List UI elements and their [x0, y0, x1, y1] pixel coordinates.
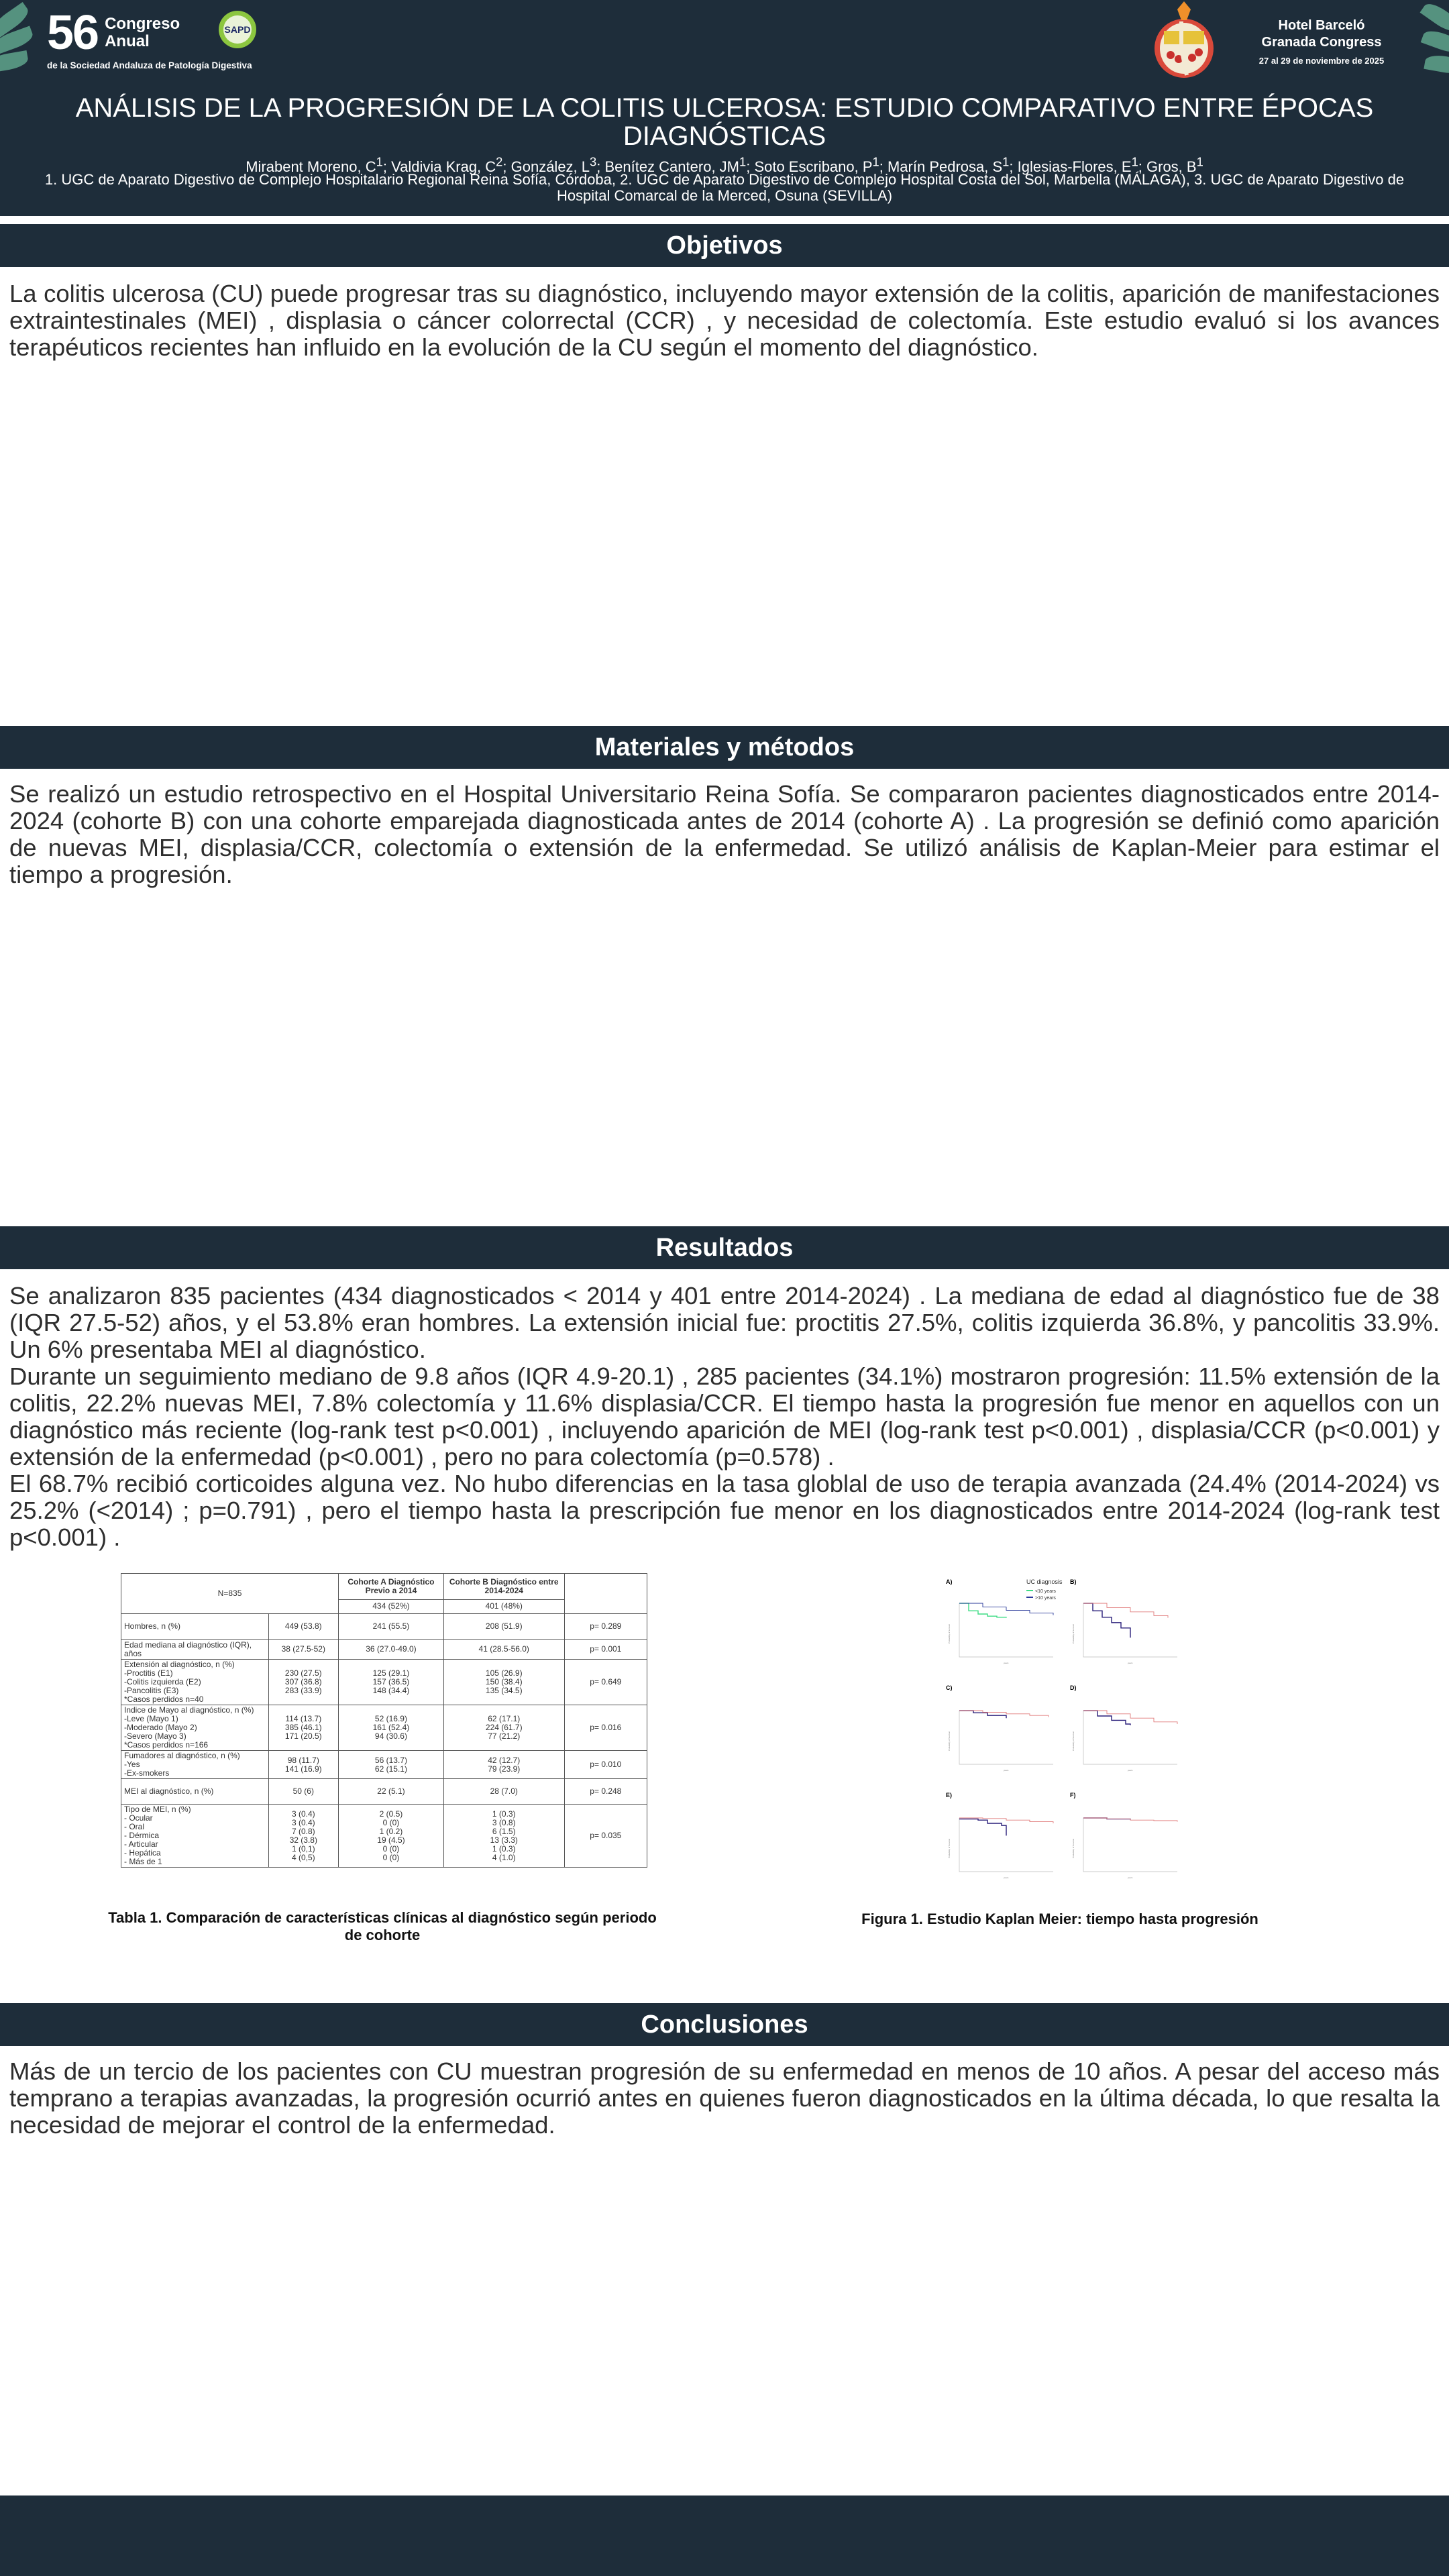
congress-dates: 27 al 29 de noviembre de 2025 [1258, 56, 1385, 66]
table-row [121, 1640, 647, 1660]
table-row [121, 1805, 647, 1868]
km-panel-label: C) [946, 1684, 953, 1691]
table-col-a: Cohorte A Diagnóstico Previo a 2014 [339, 1574, 444, 1600]
section-header-resultados: Resultados [0, 1226, 1449, 1269]
table-cell-label: Tipo de MEI, n (%) - Ocular - Oral - Dérmica - Articular - Hepática - Más de 1 [121, 1805, 269, 1868]
table-col-b-n: 401 (48%) [443, 1599, 564, 1613]
table-col-p [564, 1574, 647, 1614]
kaplan-meier-figure [939, 1573, 1187, 1902]
table-row [121, 1660, 647, 1705]
author: Benítez Cantero, $JM^1$; [604, 155, 755, 176]
leaf-decoration [0, 50, 30, 73]
table-cell-cohort-a: 56 (13.7) 62 (15.1) [339, 1751, 444, 1779]
author: Marín Pedrosa, $S^1$; [887, 155, 1018, 176]
km-ylabel: Probability of Survival [1072, 1624, 1075, 1644]
table-cell-cohort-b: 105 (26.9) 150 (38.4) 135 (34.5) [443, 1660, 564, 1705]
km-panel [946, 1792, 1053, 1879]
table-cell-cohort-b: 28 (7.0) [443, 1779, 564, 1805]
author: Soto Escribano, $P^1$; [754, 155, 888, 176]
figure-caption: Figura 1. Estudio Kaplan Meier: tiempo hasta progresión [861, 1911, 1258, 1927]
km-panel-label: A) [946, 1578, 953, 1585]
table-n-label: N=835 [121, 1574, 339, 1614]
table-cell-p: p= 0.010 [564, 1751, 647, 1779]
km-panel [946, 1684, 1053, 1772]
venue-line-2: Granada Congress [1261, 35, 1382, 50]
km-curve-gt10 [959, 1603, 1053, 1615]
resultados-paragraph: El 68.7% recibió corticoides alguna vez. No hubo diferencias en la tasa globlal de uso de terapia avanzada (24.4% (2014-2024) vs 25.2% (<2014) ; p=0.791) , pero el tiempo hasta la prescripción fue menor en los diagnosticados entre 2014-2024 (log-rank test p<0.001) . [9, 1470, 1440, 1551]
author: Valdivia Krag, $C^2$; [391, 155, 511, 176]
poster-footer [0, 2496, 1449, 2576]
leaf-decoration [1420, 0, 1449, 36]
km-axis [959, 1711, 1053, 1764]
section-header-metodos: Materiales y métodos [0, 726, 1449, 769]
granada-emblem-icon [1144, 1, 1224, 82]
km-ylabel: Probability of Survival [1072, 1731, 1075, 1751]
legend-gt10: >10 years [1035, 1596, 1056, 1601]
metodos-text: Se realizó un estudio retrospectivo en el Hospital Universitario Reina Sofía. Se compararon pacientes diagnosticados entre 2014-2024 (cohorte B) con una cohorte emparejada diagnosticada antes de 2014 (cohorte A) . La progresión se definió como aparición de nuevas MEI, displasia/CCR, colectomía o extensión de la enfermedad. Se utilizó análisis de Kaplan-Meier para estimar el tiempo a progresión. [9, 780, 1440, 888]
table-cell-cohort-a: 2 (0.5) 0 (0) 1 (0.2) 19 (4.5) 0 (0) 0 (0) [339, 1805, 444, 1868]
leaf-decoration [1424, 53, 1449, 76]
km-panel [1070, 1792, 1177, 1879]
legend-lt10: <10 years [1035, 1589, 1056, 1594]
table-cell-total: 50 (6) [268, 1779, 339, 1805]
table-cell-cohort-a: 22 (5.1) [339, 1779, 444, 1805]
km-panel-label: B) [1070, 1578, 1077, 1585]
table-cell-cohort-b: 41 (28.5-56.0) [443, 1640, 564, 1660]
km-ylabel: Probability of Survival [948, 1731, 951, 1751]
table-col-b: Cohorte B Diagnóstico entre 2014-2024 [443, 1574, 564, 1600]
km-panel [1070, 1684, 1177, 1772]
legend-title: UC diagnosis [1026, 1578, 1063, 1585]
author: González, $L^3$; [511, 155, 605, 176]
table-cell-cohort-a: 125 (29.1) 157 (36.5) 148 (34.4) [339, 1660, 444, 1705]
table-row [121, 1614, 647, 1640]
table-cell-total: 230 (27.5) 307 (36.8) 283 (33.9) [268, 1660, 339, 1705]
table-cell-cohort-a: 52 (16.9) 161 (52.4) 94 (30.6) [339, 1705, 444, 1751]
km-axis [1083, 1711, 1177, 1764]
venue-info [1244, 17, 1399, 66]
km-xlabel: years [1128, 1769, 1133, 1772]
author: Iglesias-Flores, $E^1$; [1017, 155, 1146, 176]
poster-header [0, 0, 1449, 216]
km-axis [1083, 1818, 1177, 1872]
table-cell-label: Edad mediana al diagnóstico (IQR), años [121, 1640, 269, 1660]
leaf-decoration [1421, 27, 1449, 56]
sapd-logo [219, 11, 256, 48]
km-panel-label: D) [1070, 1684, 1077, 1691]
table-cell-label: MEI al diagnóstico, n (%) [121, 1779, 269, 1805]
km-curve-gt10 [1083, 1818, 1177, 1822]
society-name: de la Sociedad Andaluza de Patología Digestiva [47, 60, 252, 70]
table-row [121, 1705, 647, 1751]
congress-number: 56 [47, 6, 99, 60]
section-header-objetivos: Objetivos [0, 224, 1449, 267]
table-cell-cohort-b: 42 (12.7) 79 (23.9) [443, 1751, 564, 1779]
venue-line-1: Hotel Barceló [1278, 18, 1365, 33]
km-xlabel: years [1004, 1662, 1009, 1664]
conclusiones-text: Más de un tercio de los pacientes con CU muestran progresión de su enfermedad en menos de 10 años. A pesar del acceso más temprano a terapias avanzadas, la progresión ocurrió antes en quienes fueron diagnosticados en la última década, lo que resalta la necesidad de mejorar el control de la enfermedad. [9, 2057, 1440, 2139]
table-cell-p: p= 0.289 [564, 1614, 647, 1640]
section-header-conclusiones: Conclusiones [0, 2003, 1449, 2046]
resultados-paragraph: Se analizaron 835 pacientes (434 diagnosticados < 2014 y 401 entre 2014-2024) . La mediana de edad al diagnóstico fue de 38 (IQR 27.5-52) años, y el 53.8% eran hombres. La extensión inicial fue: proctitis 27.5%, colitis izquierda 36.8%, y pancolitis 33.9%. Un 6% presentaba MEI al diagnóstico. [9, 1282, 1440, 1363]
poster-title: ANÁLISIS DE LA PROGRESIÓN DE LA COLITIS ULCEROSA: ESTUDIO COMPARATIVO ENTRE ÉPOCAS DIAGNÓSTICAS [75, 93, 1374, 151]
km-curve-lt10 [959, 1819, 1006, 1836]
table-cell-cohort-b: 62 (17.1) 224 (61.7) 77 (21.2) [443, 1705, 564, 1751]
congress-label-2: Anual [105, 32, 150, 50]
author: Mirabent Moreno, $C^1$; [246, 155, 392, 176]
km-xlabel: years [1004, 1876, 1009, 1879]
table-row [121, 1751, 647, 1779]
km-axis [959, 1603, 1053, 1657]
author: Gros, $B^1$ [1146, 155, 1203, 176]
table-cell-total: 114 (13.7) 385 (46.1) 171 (20.5) [268, 1705, 339, 1751]
km-curve-lt10 [1083, 1603, 1130, 1638]
km-xlabel: years [1128, 1662, 1133, 1664]
table-cell-cohort-b: 1 (0.3) 3 (0.8) 6 (1.5) 13 (3.3) 1 (0.3) 4 (1.0) [443, 1805, 564, 1868]
table-cell-label: Hombres, n (%) [121, 1614, 269, 1640]
table-cell-p: p= 0.001 [564, 1640, 647, 1660]
table-caption: Tabla 1. Comparación de características clínicas al diagnóstico según periodo de cohorte [108, 1909, 657, 1943]
km-ylabel: Probability of Survival [1072, 1839, 1075, 1858]
table-1 [121, 1573, 647, 1868]
table-cell-total: 3 (0.4) 3 (0.4) 7 (0.8) 32 (3.8) 1 (0,1) 4 (0,5) [268, 1805, 339, 1868]
table-cell-cohort-b: 208 (51.9) [443, 1614, 564, 1640]
resultados-paragraph: Durante un seguimiento mediano de 9.8 años (IQR 4.9-20.1) , 285 pacientes (34.1%) mostraron progresión: 11.5% extensión de la colitis, 22.2% nuevas MEI, 7.8% colectomía y 11.6% displasia/CCR. El tiempo hasta la progresión fue menor en aquellos con un diagnóstico más reciente (log-rank test p<0.001) , incluyendo aparición de MEI (log-rank test p<0.001) , displasia/CCR (p<0.001) y extensión de la enfermedad (p<0.001) , pero no para colectomía (p=0.578) . [9, 1362, 1440, 1470]
table-cell-p: p= 0.649 [564, 1660, 647, 1705]
table-cell-label: Extensión al diagnóstico, n (%) -Proctitis (E1) -Colitis izquierda (E2) -Pancolitis (E3) *Casos perdidos n=40 [121, 1660, 269, 1705]
table-cell-total: 98 (11.7) 141 (16.9) [268, 1751, 339, 1779]
objetivos-text: La colitis ulcerosa (CU) puede progresar tras su diagnóstico, incluyendo mayor extensión de la colitis, aparición de manifestaciones extraintestinales (MEI) , displasia o cáncer colorrectal (CCR) , y necesidad de colectomía. Este estudio evaluó si los avances terapéuticos recientes han influido en la evolución de la CU según el momento del diagnóstico. [9, 280, 1440, 361]
affiliations: 1. UGC de Aparato Digestivo de Complejo Hospitalario Regional Reina Sofía, Córdoba, 2. UGC de Aparato Digestivo de Complejo Hospital Costa del Sol, Marbella (MÁLAGA), 3. UGC de Aparato Digestivo de Hospital Comarcal de la Merced, Osuna (SEVILLA) [44, 171, 1405, 204]
table-cell-p: p= 0.248 [564, 1779, 647, 1805]
table-col-a-n: 434 (52%) [339, 1599, 444, 1613]
km-legend [1026, 1578, 1063, 1601]
table-cell-cohort-a: 36 (27.0-49.0) [339, 1640, 444, 1660]
table-row [121, 1779, 647, 1805]
table-cell-total: 449 (53.8) [268, 1614, 339, 1640]
table-cell-cohort-a: 241 (55.5) [339, 1614, 444, 1640]
table-cell-total: 38 (27.5-52) [268, 1640, 339, 1660]
sapd-logo-text: SAPD [223, 15, 252, 44]
resultados-text [9, 1283, 1440, 1551]
table-cell-label: Indice de Mayo al diagnóstico, n (%) -Leve (Mayo 1) -Moderado (Mayo 2) -Severo (Mayo 3) *Casos perdidos n=166 [121, 1705, 269, 1751]
table-cell-label: Fumadores al diagnóstico, n (%) -Yes -Ex-smokers [121, 1751, 269, 1779]
km-ylabel: Probability of Survival [948, 1839, 951, 1858]
km-ylabel: Probability of Survival [948, 1624, 951, 1644]
km-panel-label: F) [1070, 1792, 1076, 1799]
table-cell-p: p= 0.016 [564, 1705, 647, 1751]
km-panel-label: E) [946, 1792, 952, 1799]
km-curve-gt10 [959, 1711, 1049, 1717]
congress-label-1: Congreso [105, 15, 180, 33]
km-xlabel: years [1128, 1876, 1133, 1879]
table-cell-p: p= 0.035 [564, 1805, 647, 1868]
table-header-row [121, 1574, 647, 1600]
km-panel [1070, 1578, 1177, 1664]
km-xlabel: years [1004, 1769, 1009, 1772]
